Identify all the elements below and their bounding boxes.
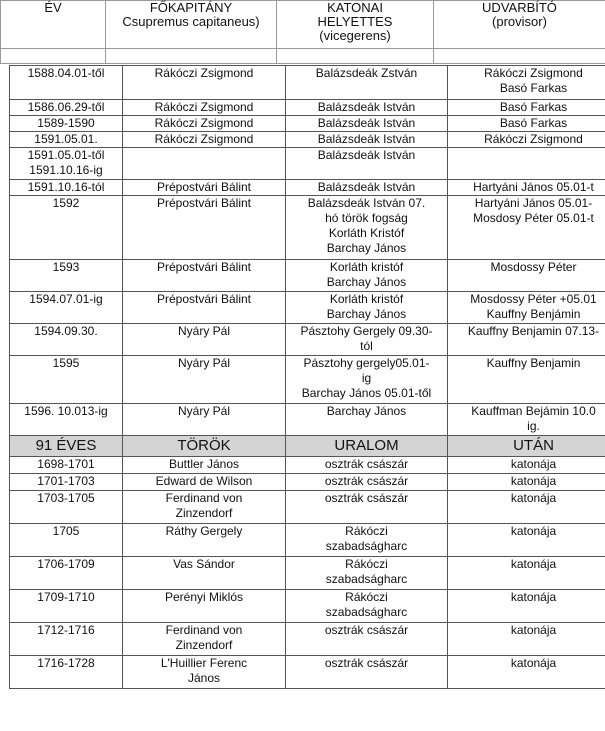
cell-role: katonája xyxy=(448,474,605,491)
cell-ruler: osztrák császár xyxy=(286,474,448,491)
cell-year: 1712-1716 xyxy=(10,623,123,656)
table-row xyxy=(10,404,605,436)
cell-deputy: Barchay János xyxy=(286,404,448,436)
cell-name: Ferdinand von Zinzendorf xyxy=(123,623,286,656)
section-header-row xyxy=(10,436,605,457)
cell-year: 1698-1701 xyxy=(10,457,123,474)
cell-name: Ferdinand von Zinzendorf xyxy=(123,491,286,524)
cell-name: Vas Sándor xyxy=(123,557,286,590)
cell-captain: Nyáry Pál xyxy=(123,404,286,436)
cell-captain: Rákóczi Zsigmond xyxy=(123,100,286,116)
cell-year: 1589-1590 xyxy=(10,116,123,132)
cell-year: 1709-1710 xyxy=(10,590,123,623)
header-spacer-cell xyxy=(1,49,106,64)
cell-provisor: Basó Farkas xyxy=(448,100,605,116)
cell-deputy: Balázsdeák Zstván xyxy=(286,66,448,100)
section-cell-after: UTÁN xyxy=(448,436,605,457)
header-spacer-cell xyxy=(277,49,434,64)
cell-provisor: Rákóczi Zsigmond Basó Farkas xyxy=(448,66,605,100)
cell-ruler: Rákóczi szabadságharc xyxy=(286,590,448,623)
cell-deputy: Balázsdeák István xyxy=(286,148,448,180)
cell-year: 1705 xyxy=(10,524,123,557)
cell-name: Perényi Miklós xyxy=(123,590,286,623)
cell-captain xyxy=(123,148,286,180)
cell-role: katonája xyxy=(448,623,605,656)
cell-deputy: Pásztohy Gergely 09.30- tól xyxy=(286,324,448,356)
cell-name: Buttler János xyxy=(123,457,286,474)
cell-deputy: Balázsdeák István xyxy=(286,132,448,148)
cell-role: katonája xyxy=(448,557,605,590)
cell-captain: Nyáry Pál xyxy=(123,324,286,356)
cell-provisor: Kauffny Benjamin 07.13- xyxy=(448,324,605,356)
cell-name: Ráthy Gergely xyxy=(123,524,286,557)
cell-captain: Prépostvári Bálint xyxy=(123,196,286,260)
cell-deputy: Balázsdeák István 07. hó török fogság Korláth Kristóf Barchay János xyxy=(286,196,448,260)
cell-year: 1586.06.29-től xyxy=(10,100,123,116)
table-row xyxy=(10,356,605,404)
cell-captain: Prépostvári Bálint xyxy=(123,260,286,292)
header-cell-year xyxy=(1,1,106,49)
cell-deputy: Balázsdeák István xyxy=(286,100,448,116)
table-row xyxy=(10,324,605,356)
cell-deputy: Korláth kristóf Barchay János xyxy=(286,292,448,324)
header-label: FŐKAPITÁNY xyxy=(149,0,233,15)
header-spacer-cell xyxy=(106,49,277,64)
header-cell-captain xyxy=(106,1,277,49)
cell-role: katonája xyxy=(448,524,605,557)
cell-year: 1703-1705 xyxy=(10,491,123,524)
cell-year: 1592 xyxy=(10,196,123,260)
cell-captain: Rákóczi Zsigmond xyxy=(123,116,286,132)
cell-year: 1588.04.01-től xyxy=(10,66,123,100)
cell-captain: Prépostvári Bálint xyxy=(123,292,286,324)
table-row xyxy=(10,100,605,116)
cell-year: 1591.05.01-től 1591.10.16-ig xyxy=(10,148,123,180)
header-sublabel: (vicegerens) xyxy=(319,28,391,43)
cell-year: 1701-1703 xyxy=(10,474,123,491)
table-row xyxy=(10,260,605,292)
section-cell-years: 91 ÉVES xyxy=(10,436,123,457)
cell-deputy: Balázsdeák István xyxy=(286,116,448,132)
cell-provisor: Basó Farkas xyxy=(448,116,605,132)
table-row xyxy=(10,116,605,132)
cell-provisor: Kauffny Benjamin xyxy=(448,356,605,404)
table-row xyxy=(10,196,605,260)
cell-year: 1594.09.30. xyxy=(10,324,123,356)
table-row xyxy=(10,474,605,491)
cell-deputy: Balázsdeák István xyxy=(286,180,448,196)
cell-year: 1596. 10.013-ig xyxy=(10,404,123,436)
section-cell-rule: URALOM xyxy=(286,436,448,457)
table-body-second xyxy=(10,457,605,689)
header-cell-deputy xyxy=(277,1,434,49)
cell-role: katonája xyxy=(448,590,605,623)
header-table xyxy=(0,0,605,64)
header-sublabel: (provisor) xyxy=(492,14,547,29)
table-row xyxy=(10,491,605,524)
cell-role: katonája xyxy=(448,457,605,474)
cell-ruler: osztrák császár xyxy=(286,656,448,689)
cell-captain: Rákóczi Zsigmond xyxy=(123,132,286,148)
header-sublabel: Csupremus capitaneus) xyxy=(122,14,260,29)
cell-year: 1706-1709 xyxy=(10,557,123,590)
cell-name: Edward de Wilson xyxy=(123,474,286,491)
cell-ruler: Rákóczi szabadságharc xyxy=(286,557,448,590)
cell-year: 1591.05.01. xyxy=(10,132,123,148)
cell-deputy: Korláth kristóf Barchay János xyxy=(286,260,448,292)
cell-captain: Nyáry Pál xyxy=(123,356,286,404)
cell-deputy: Pásztohy gergely05.01- ig Barchay János 05.01-től xyxy=(286,356,448,404)
cell-captain: Rákóczi Zsigmond xyxy=(123,66,286,100)
cell-ruler: osztrák császár xyxy=(286,491,448,524)
cell-year: 1593 xyxy=(10,260,123,292)
cell-ruler: osztrák császár xyxy=(286,457,448,474)
table-row xyxy=(10,132,605,148)
cell-provisor: Kauffman Bejámin 10.0 ig. xyxy=(448,404,605,436)
cell-year: 1594.07.01-ig xyxy=(10,292,123,324)
table-row xyxy=(10,557,605,590)
cell-role: katonája xyxy=(448,491,605,524)
table-row xyxy=(10,656,605,689)
cell-provisor: Rákóczi Zsigmond xyxy=(448,132,605,148)
table-row xyxy=(10,292,605,324)
cell-captain: Prépostvári Bálint xyxy=(123,180,286,196)
cell-ruler: osztrák császár xyxy=(286,623,448,656)
header-label: ÉV xyxy=(44,0,62,15)
table-row xyxy=(10,623,605,656)
header-label: HELYETTES xyxy=(317,14,393,29)
table-row xyxy=(10,524,605,557)
table-row xyxy=(10,180,605,196)
section-header xyxy=(10,436,605,457)
cell-year: 1595 xyxy=(10,356,123,404)
cell-provisor: Mosdossy Péter xyxy=(448,260,605,292)
table-body-first xyxy=(10,66,605,436)
cell-role: katonája xyxy=(448,656,605,689)
cell-name: L'Huillier Ferenc János xyxy=(123,656,286,689)
header-label: UDVARBÍTÓ xyxy=(482,0,557,15)
header-spacer-cell xyxy=(434,49,605,64)
main-table xyxy=(9,65,605,689)
table-row xyxy=(10,457,605,474)
cell-ruler: Rákóczi szabadságharc xyxy=(286,524,448,557)
cell-year: 1591.10.16-tól xyxy=(10,180,123,196)
header-label: KATONAI xyxy=(327,0,383,15)
cell-year: 1716-1728 xyxy=(10,656,123,689)
cell-provisor xyxy=(448,148,605,180)
table-row xyxy=(10,590,605,623)
section-cell-turkish: TÖRÖK xyxy=(123,436,286,457)
header-cell-provisor xyxy=(434,1,605,49)
table-row xyxy=(10,148,605,180)
cell-provisor: Hartyáni János 05.01-t xyxy=(448,180,605,196)
cell-provisor: Hartyáni János 05.01- Mosdosy Péter 05.01-t xyxy=(448,196,605,260)
cell-provisor: Mosdossy Péter +05.01 Kauffny Benjámin xyxy=(448,292,605,324)
table-row xyxy=(10,66,605,100)
